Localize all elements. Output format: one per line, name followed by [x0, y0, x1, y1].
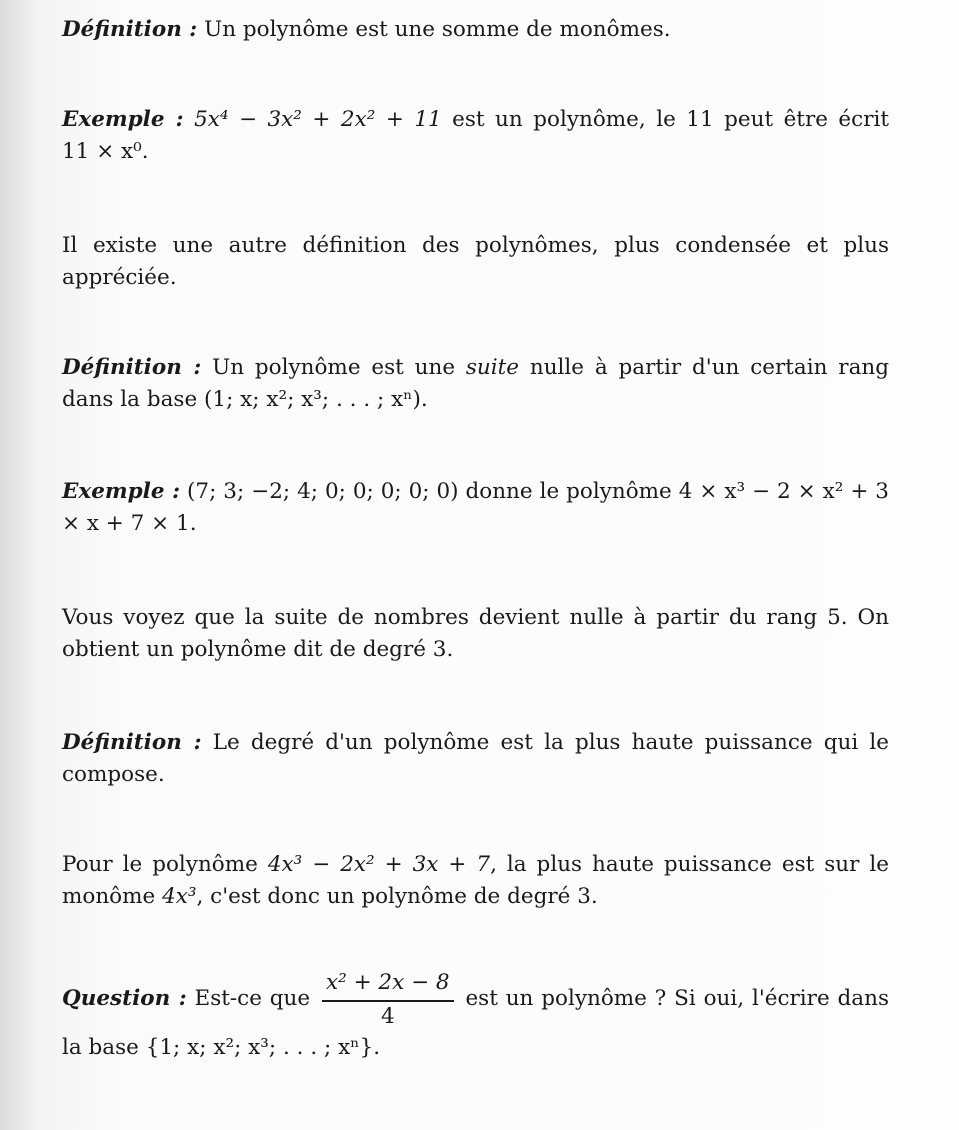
definition-text: Un polynôme est une somme de monômes.: [197, 17, 671, 42]
example-polynomial-expression: 5x⁴ − 3x² + 2x² + 11: [194, 107, 442, 132]
definition-label: Définition :: [62, 355, 202, 380]
example-text-1: Pour le polynôme: [62, 852, 268, 877]
remark-degree: [62, 602, 889, 666]
example-monomial: 4x³: [162, 884, 197, 909]
intro-text: Il existe une autre définition des polynômes, plus condensée et plus appréciée.: [62, 233, 889, 290]
question-label: Question :: [62, 986, 187, 1011]
example-sequence-values: (7; 3; −2; 4; 0; 0; 0; 0; 0): [187, 479, 459, 504]
example-polynomial-expression: 4x³ − 2x² + 3x + 7: [267, 852, 491, 877]
example-polynomial-expression: 4 × x³ − 2 × x² + 3 × x + 7 × 1: [62, 479, 889, 536]
definition-sequence: [62, 352, 889, 416]
definition-monomials: [62, 14, 889, 46]
definition-text-2: nulle à partir d'un certain rang dans la base: [62, 355, 889, 412]
example-label: Exemple :: [62, 107, 184, 132]
question-base: {1; x; x²; x³; . . . ; xⁿ}: [145, 1035, 374, 1060]
example-text-2: , la plus haute puissance est sur le monôme: [62, 852, 889, 909]
example-sequence: [62, 476, 889, 540]
fraction-denominator: 4: [380, 1004, 395, 1029]
example-polynomial: [62, 104, 889, 168]
definition-text: Le degré d'un polynôme est la plus haute puissance qui le compose.: [62, 730, 889, 787]
definition-label: Définition :: [62, 17, 198, 42]
question-text-2: est un polynôme ? Si oui, l'écrire dans la base: [62, 986, 890, 1060]
question-fraction: [322, 968, 454, 1030]
definition-text-3: .: [420, 387, 428, 412]
fraction-numerator: x² + 2x − 8: [322, 968, 454, 1002]
definition-base: (1; x; x²; x³; . . . ; xⁿ): [204, 387, 421, 412]
example-label: Exemple :: [62, 479, 181, 504]
question-text-1: Est-ce que: [186, 986, 318, 1011]
example-text-1: est un polynôme, le 11 peut être écrit: [441, 107, 889, 132]
example-degree: [62, 849, 889, 913]
definition-degree: [62, 727, 889, 791]
example-text-3: , c'est donc un polynôme de degré 3.: [196, 884, 598, 909]
example-text-2: .: [189, 511, 197, 536]
definition-emphasis-word: suite: [465, 355, 520, 380]
definition-text-1: Un polynôme est une: [201, 355, 466, 380]
example-text-2: .: [141, 139, 149, 164]
example-term: 11 × x⁰: [62, 139, 142, 164]
question-block: [62, 968, 889, 1066]
remark-text: Vous voyez que la suite de nombres devient nulle à partir du rang 5. On obtient un polynôme dit de degré 3.: [62, 605, 889, 662]
question-text-3: .: [373, 1035, 381, 1060]
definition-label: Définition :: [62, 730, 202, 755]
example-text-1: donne le polynôme: [458, 479, 679, 504]
alternative-definition-intro: [62, 230, 889, 294]
